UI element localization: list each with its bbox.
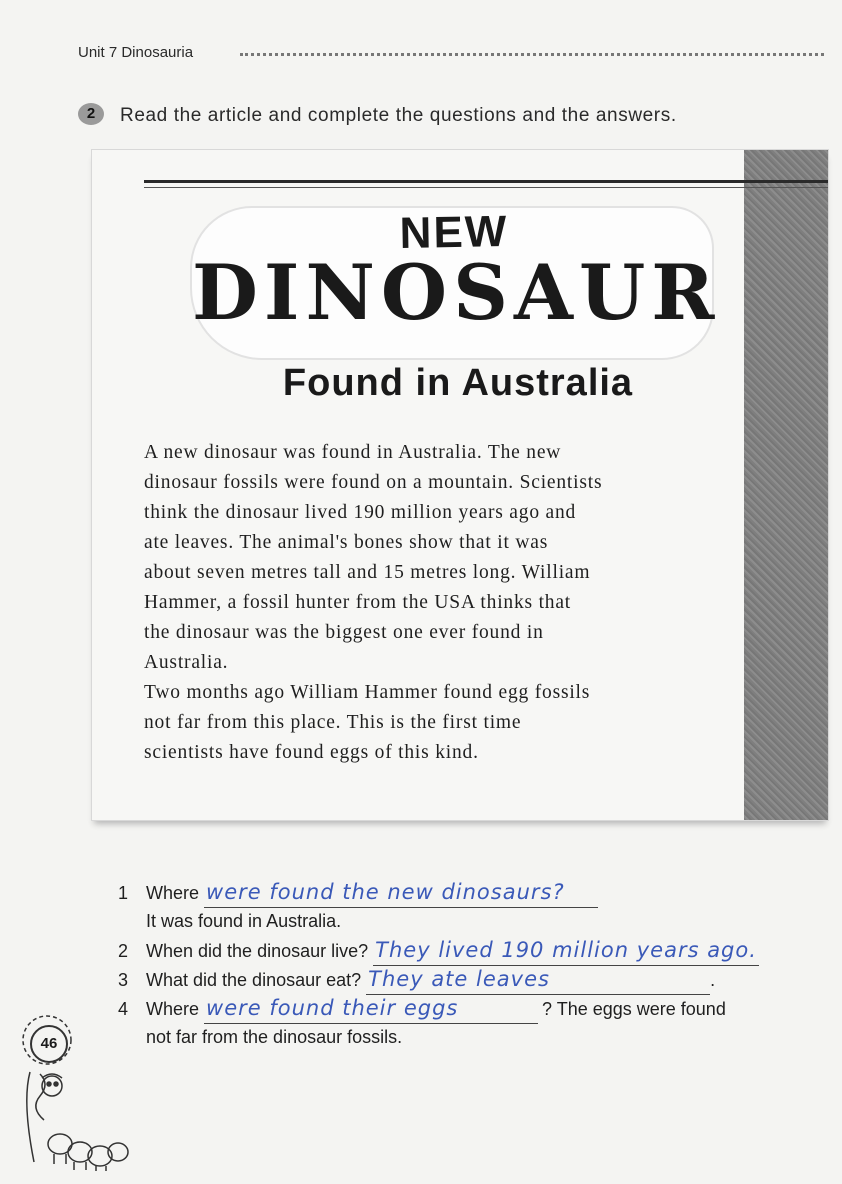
- handwritten-answer-field[interactable]: They lived 190 million years ago.: [373, 936, 759, 966]
- article-line: A new dinosaur was found in Australia. The new: [144, 442, 562, 463]
- question-prefix: Where: [146, 883, 200, 903]
- answer-1: It was found in Australia.: [146, 911, 342, 931]
- question-number: 3: [118, 970, 129, 990]
- question-prefix: When did the dinosaur live?: [146, 941, 369, 961]
- header-dotted-line: [240, 53, 824, 56]
- headline-new: NEW: [399, 207, 509, 258]
- headline-dinosaur: DINOSAUR: [192, 248, 721, 337]
- article-line: Hammer, a fossil hunter from the USA thinks that: [144, 592, 572, 613]
- question-2: [118, 936, 838, 965]
- handwritten-answer-field[interactable]: were found their eggs: [204, 994, 538, 1024]
- page-number: 46: [30, 1025, 68, 1063]
- question-prefix: Where: [146, 999, 200, 1019]
- unit-header: Unit 7 Dinosauria: [78, 44, 194, 61]
- question-suffix: ? The eggs were found: [542, 999, 726, 1019]
- headline-subtitle: Found in Australia: [282, 362, 634, 404]
- task-instruction: Read the article and complete the questions and the answers.: [120, 105, 677, 126]
- answer-4: not far from the dinosaur fossils.: [146, 1027, 403, 1047]
- article-body: [144, 438, 744, 768]
- question-number: 2: [118, 941, 129, 961]
- handwritten-answer-field[interactable]: were found the new dinosaurs?: [204, 878, 598, 908]
- article-line: think the dinosaur lived 190 million years ago and: [144, 502, 577, 523]
- question-1: [118, 878, 838, 907]
- article-line: Two months ago William Hammer found egg fossils: [144, 682, 591, 703]
- task-number-badge: 2: [78, 103, 104, 125]
- question-number: 1: [118, 883, 129, 903]
- article-line: about seven metres tall and 15 metres long. William: [144, 562, 591, 583]
- question-3: [118, 965, 838, 994]
- article-thin-rule: [144, 187, 828, 188]
- article-line: not far from this place. This is the first time: [144, 712, 522, 733]
- article-line: dinosaur fossils were found on a mountain. Scientists: [144, 472, 603, 493]
- article-line: ate leaves. The animal's bones show that it was: [144, 532, 549, 553]
- article-box: [92, 150, 828, 820]
- questions-list: [118, 878, 838, 1052]
- article-line: Australia.: [144, 652, 229, 673]
- article-line: scientists have found eggs of this kind.: [144, 742, 479, 763]
- handwritten-answer-field[interactable]: They ate leaves: [366, 965, 710, 995]
- article-top-rule: [144, 180, 828, 183]
- sunflower-caterpillar-icon: [10, 1012, 130, 1172]
- question-prefix: What did the dinosaur eat?: [146, 970, 362, 990]
- article-line: the dinosaur was the biggest one ever found in: [144, 622, 544, 643]
- question-4: [118, 994, 838, 1023]
- question-number: 4: [118, 999, 129, 1019]
- question-suffix: .: [710, 970, 716, 990]
